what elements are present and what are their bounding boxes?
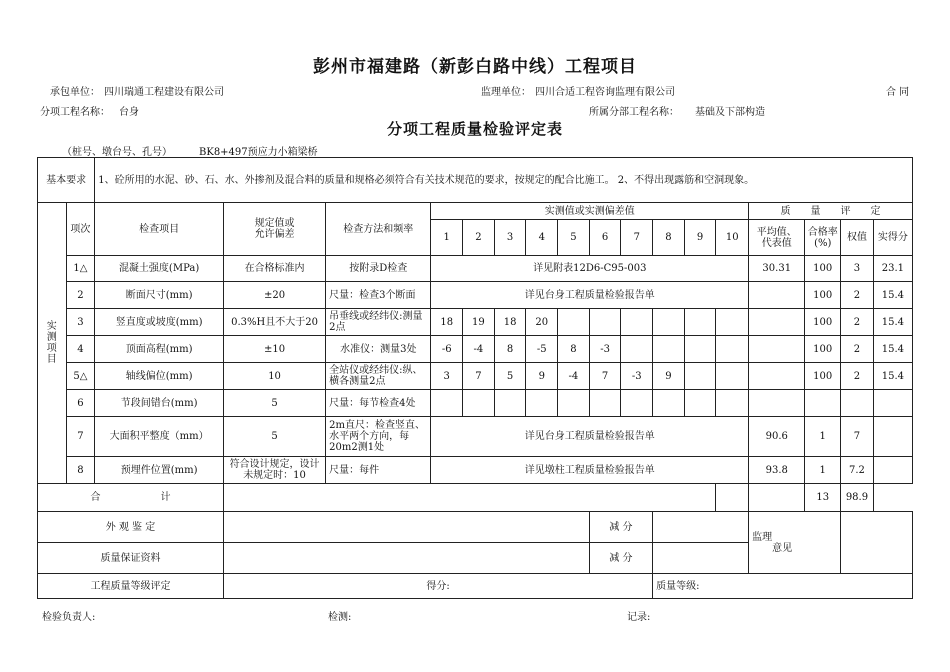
row-spec: 5: [223, 390, 325, 417]
row-item: 断面尺寸(mm): [95, 282, 224, 309]
measured-value: [716, 309, 749, 336]
header-measured: 实测值或实测偏差值: [431, 203, 749, 220]
row-item: 混凝土强度(MPa): [95, 256, 224, 282]
row-spec: ±20: [223, 282, 325, 309]
header-score: 实得分: [873, 220, 912, 256]
row-weight: 7.2: [841, 457, 874, 484]
total-label: 合 计: [38, 484, 224, 512]
row-score: [873, 390, 912, 417]
table-row: [38, 390, 913, 417]
header-col: 5: [558, 220, 590, 256]
row-spec: 在合格标准内: [223, 256, 325, 282]
header-pass-line2: (%): [814, 237, 832, 249]
recorder-label: 记录:: [627, 612, 651, 623]
measured-value: -5: [526, 336, 558, 363]
row-spec: ±10: [223, 336, 325, 363]
appearance-label: 外 观 鉴 定: [38, 512, 224, 543]
category-char: 项: [46, 343, 57, 354]
header-avg-line2: 代表值: [761, 237, 792, 249]
row-item: 节段间错台(mm): [95, 390, 224, 417]
header-avg: [749, 220, 805, 256]
contractor-label: 承包单位：: [50, 87, 100, 98]
inspection-table: [37, 157, 913, 599]
header-row-1: [38, 203, 913, 220]
measured-value: [621, 336, 653, 363]
supervisor-label: 监理单位：: [481, 87, 531, 98]
measured-value: 19: [463, 309, 495, 336]
measured-value: [684, 363, 716, 390]
header-method: 检查方法和频率: [326, 203, 431, 256]
row-avg: 30.31: [749, 256, 805, 282]
measured-value: 20: [526, 309, 558, 336]
tester-label: 检测:: [328, 612, 352, 623]
measured-value: 18: [431, 309, 463, 336]
table-row: [38, 417, 913, 457]
row-note: 详见台身工程质量检验报告单: [431, 282, 749, 309]
table-row: [38, 256, 913, 282]
measured-value: [589, 390, 621, 417]
appearance-value: [223, 512, 589, 543]
measured-value: [653, 390, 685, 417]
row-method: 尺量：每节检查4处: [326, 390, 431, 417]
row-note: 详见附表12D6-C95-003: [431, 256, 749, 282]
measured-value: -3: [621, 363, 653, 390]
row-method: 2m直尺：检查竖直、水平两个方向，每20m2测1处: [326, 417, 431, 457]
supervisor-name: 四川合适工程咨询监理有限公司: [535, 87, 675, 98]
measured-value: [716, 363, 749, 390]
grade-row: [38, 574, 913, 599]
row-avg: [749, 336, 805, 363]
row-no: 8: [66, 457, 95, 484]
contractor-name: 四川瑞通工程建设有限公司: [104, 87, 224, 98]
grade-quality-label: 质量等级:: [653, 574, 913, 599]
parent-project-label: 所属分部工程名称：: [589, 107, 679, 118]
form-subtitle: 分项工程质量检验评定表: [386, 120, 563, 138]
inspector-label: 检验负责人:: [42, 612, 96, 623]
row-item: 竖直度或坡度(mm): [95, 309, 224, 336]
row-method: 按附录D检查: [326, 256, 431, 282]
row-pass: 1: [805, 417, 841, 457]
row-score: 23.1: [873, 256, 912, 282]
header-pass-rate: [805, 220, 841, 256]
row-item: 轴线偏位(mm): [95, 363, 224, 390]
header-col: 10: [716, 220, 749, 256]
appearance-row: [38, 512, 913, 543]
row-method: 全站仪或经纬仪:纵、横各测量2点: [326, 363, 431, 390]
row-weight: 7: [841, 417, 874, 457]
measured-value: -4: [558, 363, 590, 390]
measured-value: 8: [558, 336, 590, 363]
measured-value: [431, 390, 463, 417]
header-spec-line2: 允许偏差: [254, 229, 295, 240]
row-spec: 符合设计规定，设计未规定时：10: [223, 457, 325, 484]
row-item: 预埋件位置(mm): [95, 457, 224, 484]
row-pass: 100: [805, 363, 841, 390]
header-weight: 权值: [841, 220, 874, 256]
supervision-opinion-value: [841, 512, 913, 574]
basic-requirements-label: 基本要求: [38, 158, 95, 203]
measured-value: [653, 309, 685, 336]
row-item: 顶面高程(mm): [95, 336, 224, 363]
appearance-deduct-label: 减 分: [589, 512, 652, 543]
row-score: 15.4: [873, 363, 912, 390]
measured-value: [653, 336, 685, 363]
supervision-line1: 监理: [752, 531, 773, 543]
category-char: 实: [46, 321, 57, 332]
measured-value: [684, 309, 716, 336]
measured-value: [716, 336, 749, 363]
row-score: 15.4: [873, 282, 912, 309]
category-column: [38, 203, 67, 484]
basic-requirements-row: [38, 158, 913, 203]
row-score: [873, 417, 912, 457]
row-method: 尺量：每件: [326, 457, 431, 484]
grade-label: 工程质量等级评定: [38, 574, 224, 599]
location-value: BK8+497预应力小箱梁桥: [199, 147, 318, 158]
row-note: 详见墩柱工程质量检验报告单: [431, 457, 749, 484]
quality-docs-deduct-value: [653, 543, 749, 574]
header-spec-line1: 规定值或: [254, 218, 295, 229]
measured-value: -4: [463, 336, 495, 363]
row-item: 大面积平整度（mm）: [95, 417, 224, 457]
row-weight: 2: [841, 336, 874, 363]
measured-value: [558, 390, 590, 417]
header-avg-line1: 平均值、: [756, 226, 797, 238]
measured-value: 7: [589, 363, 621, 390]
row-avg: [749, 363, 805, 390]
measured-value: 8: [494, 336, 526, 363]
header-item: 检查项目: [95, 203, 224, 256]
header-col: 3: [494, 220, 526, 256]
location-label: （桩号、墩台号、孔号）: [62, 147, 172, 158]
row-no: 1△: [66, 256, 95, 282]
appearance-deduct-value: [653, 512, 749, 543]
measured-value: 5: [494, 363, 526, 390]
quality-docs-deduct-label: 减 分: [589, 543, 652, 574]
table-row: [38, 282, 913, 309]
header-no: 项次: [66, 203, 95, 256]
row-spec: 10: [223, 363, 325, 390]
row-method: 水准仪：测量3处: [326, 336, 431, 363]
measured-value: 18: [494, 309, 526, 336]
measured-value: [621, 390, 653, 417]
measured-value: [716, 390, 749, 417]
measured-value: [684, 390, 716, 417]
row-avg: [749, 282, 805, 309]
sub-project-name: 台身: [119, 107, 139, 118]
header-col: 8: [653, 220, 685, 256]
row-avg: 93.8: [749, 457, 805, 484]
row-pass: 1: [805, 457, 841, 484]
table-row: [38, 457, 913, 484]
row-weight: 2: [841, 363, 874, 390]
row-avg: 90.6: [749, 417, 805, 457]
row-pass: [805, 390, 841, 417]
measured-value: 7: [463, 363, 495, 390]
measured-value: -6: [431, 336, 463, 363]
header-col: 6: [589, 220, 621, 256]
measured-value: [589, 309, 621, 336]
row-method: 尺量：检查3个断面: [326, 282, 431, 309]
row-spec: 5: [223, 417, 325, 457]
row-avg: [749, 309, 805, 336]
table-row: [38, 309, 913, 336]
parent-project-name: 基础及下部构造: [695, 107, 765, 118]
row-no: 3: [66, 309, 95, 336]
row-score: 15.4: [873, 309, 912, 336]
measured-value: [621, 309, 653, 336]
total-score: 98.9: [841, 484, 874, 512]
category-char: 测: [46, 332, 57, 343]
measured-value: [558, 309, 590, 336]
row-pass: 100: [805, 336, 841, 363]
row-no: 6: [66, 390, 95, 417]
measured-value: [463, 390, 495, 417]
contract-label: 合 同: [886, 87, 910, 98]
category-char: 目: [46, 354, 57, 365]
supervision-opinion-label: [749, 512, 841, 574]
total-avg: [716, 484, 749, 512]
row-method: 吊垂线或经纬仪:测量2点: [326, 309, 431, 336]
header-spec: [223, 203, 325, 256]
row-no: 7: [66, 417, 95, 457]
header-col: 2: [463, 220, 495, 256]
quality-docs-label: 质量保证资料: [38, 543, 224, 574]
total-pass: [749, 484, 805, 512]
total-row: [38, 484, 913, 512]
header-col: 4: [526, 220, 558, 256]
row-pass: 100: [805, 309, 841, 336]
measured-value: 3: [431, 363, 463, 390]
measured-value: 9: [526, 363, 558, 390]
row-weight: 2: [841, 309, 874, 336]
header-col: 9: [684, 220, 716, 256]
row-no: 2: [66, 282, 95, 309]
row-weight: 2: [841, 282, 874, 309]
total-weight: 13: [805, 484, 841, 512]
measured-value: 9: [653, 363, 685, 390]
header-quality: 质 量 评 定: [749, 203, 913, 220]
measured-value: [494, 390, 526, 417]
row-no: 5△: [66, 363, 95, 390]
document-title: 彭州市福建路（新彭白路中线）工程项目: [313, 57, 637, 77]
row-weight: [841, 390, 874, 417]
row-spec: 0.3%H且不大于20: [223, 309, 325, 336]
row-weight: 3: [841, 256, 874, 282]
table-row: [38, 336, 913, 363]
grade-score-label: 得分:: [223, 574, 652, 599]
row-no: 4: [66, 336, 95, 363]
table-row: [38, 363, 913, 390]
measured-value: -3: [589, 336, 621, 363]
row-score: 15.4: [873, 336, 912, 363]
measured-value: [526, 390, 558, 417]
supervision-line2: 意见: [772, 542, 793, 554]
header-col: 7: [621, 220, 653, 256]
header-pass-line1: 合格率: [807, 226, 838, 238]
row-note: 详见台身工程质量检验报告单: [431, 417, 749, 457]
row-avg: [749, 390, 805, 417]
sub-project-label: 分项工程名称：: [40, 107, 110, 118]
row-pass: 100: [805, 256, 841, 282]
measured-value: [684, 336, 716, 363]
quality-docs-value: [223, 543, 589, 574]
header-col: 1: [431, 220, 463, 256]
basic-requirements-text: 1、砼所用的水泥、砂、石、水、外掺剂及混合料的质量和规格必须符合有关技术规范的要求，按规定的配合比施工。 2、不得出现露筋和空洞现象。: [95, 158, 913, 203]
total-empty: [223, 484, 715, 512]
row-score: [873, 457, 912, 484]
row-pass: 100: [805, 282, 841, 309]
